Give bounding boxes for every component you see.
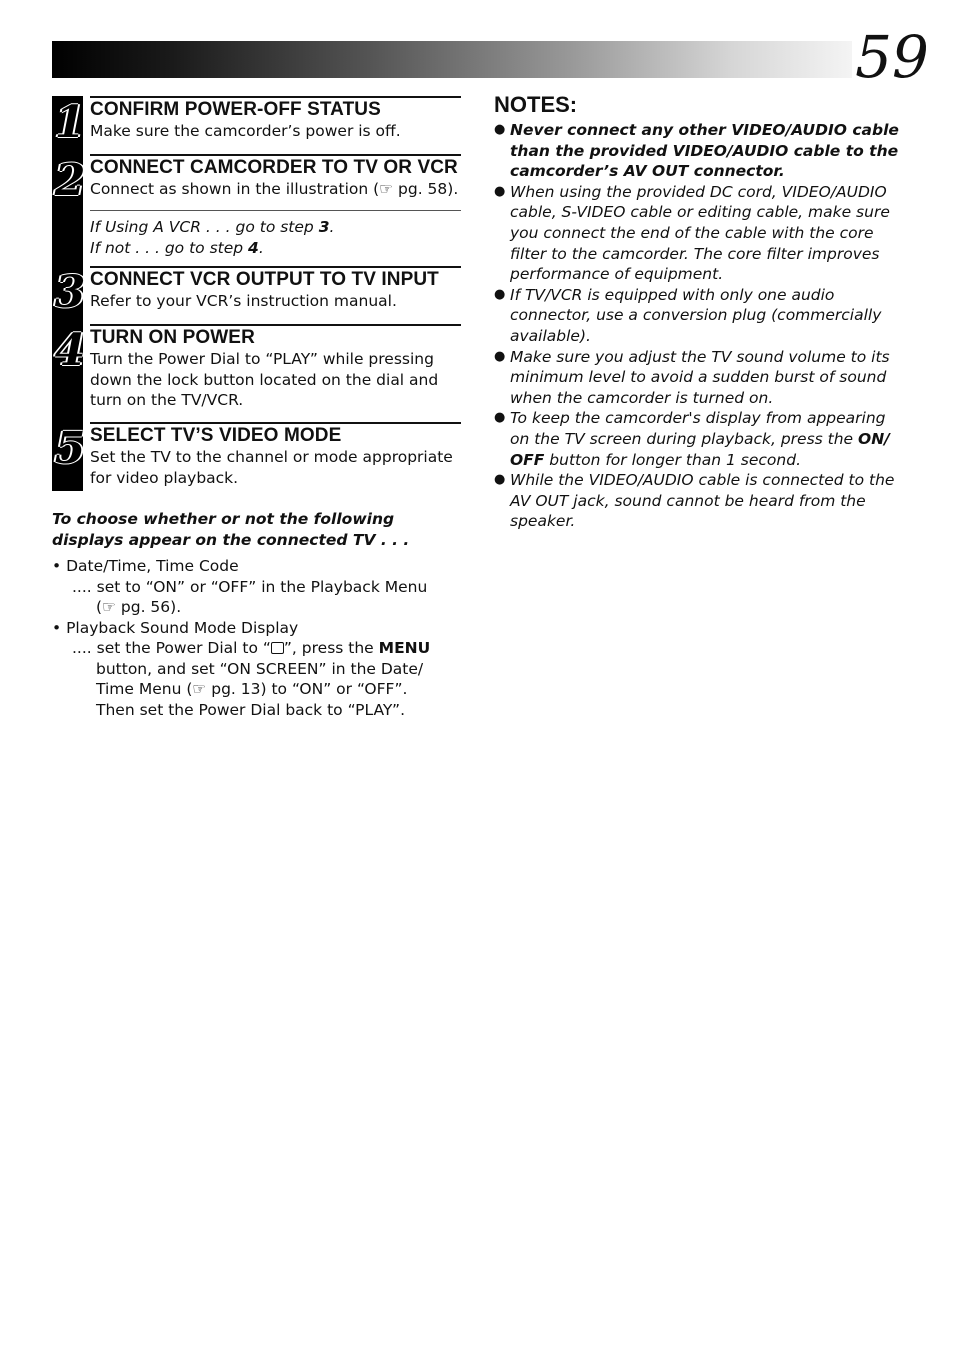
note-text: While the VIDEO/AUDIO cable is connected to the AV OUT jack, sound cannot be heard from the speaker. (510, 471, 895, 531)
step-title: TURN ON POWER (90, 327, 255, 348)
step-divider (90, 266, 461, 268)
note-text: If TV/VCR is equipped with only one audio connector, use a conversion plug (commercially available). (510, 285, 882, 345)
list-item: • Date/Time, Time Code (52, 557, 239, 575)
displays-list (52, 556, 472, 720)
list-item (494, 408, 904, 470)
step-number-5: 5 (54, 423, 86, 474)
list-item (494, 285, 904, 347)
list-item-detail (52, 638, 472, 720)
note-text: Make sure you adjust the TV sound volume to its minimum level to avoid a sudden burst of sound when the camcorder is turned on. (510, 347, 890, 407)
bullet-icon: ● (494, 410, 506, 426)
bullet-icon: ● (494, 348, 506, 364)
conditional-text: If not . . . go to step (90, 238, 249, 257)
notes-title: NOTES: (494, 92, 578, 117)
pointing-hand-icon: ☞ (192, 680, 207, 698)
list-item (494, 470, 904, 532)
bullet-icon: ● (494, 286, 506, 302)
step-body: Turn the Power Dial to “PLAY” while pressing down the lock button located on the dial and turn on the TV/VCR. (90, 350, 439, 410)
step-number-4: 4 (54, 325, 86, 376)
step-divider (90, 324, 461, 326)
step-body-text: pg. 58). (393, 180, 459, 198)
step-body: Set the TV to the channel or mode appropriate for video playback. (90, 448, 453, 487)
detail-line: button, and set “ON SCREEN” in the Date/ (96, 659, 424, 678)
detail-line: Then set the Power Dial back to “PLAY”. (96, 700, 406, 719)
detail-text: pg. 13) to “ON” or “OFF”. (206, 680, 408, 698)
page-number: 59 (855, 23, 929, 91)
list-item: • Playback Sound Mode Display (52, 618, 299, 637)
pointing-hand-icon: ☞ (102, 598, 116, 616)
list-item-detail (52, 577, 472, 618)
menu-button-label: MENU (378, 639, 431, 657)
step-body (90, 179, 461, 200)
list-item (494, 120, 904, 182)
bullet-icon: ● (494, 183, 506, 199)
note-text: button for longer than 1 second. (544, 450, 802, 469)
conditional-text: . (329, 218, 335, 236)
step-divider (90, 96, 461, 98)
notes-list (494, 120, 904, 532)
displays-heading: To choose whether or not the following displays appear on the connected TV . . . (52, 510, 410, 549)
bullet-icon: ● (494, 472, 506, 488)
step-body: Refer to your VCR’s instruction manual. (90, 292, 397, 310)
detail-text: ”, press the (283, 639, 379, 657)
vcr-conditional-note (90, 217, 334, 258)
conditional-text: . (258, 238, 264, 257)
header-gradient-band (52, 41, 852, 78)
detail-text: .... set to “ON” or “OFF” in the Playback Menu (72, 577, 428, 596)
step-ref: 3 (318, 218, 330, 236)
step-5 (90, 425, 461, 488)
step-divider (90, 154, 461, 156)
section-divider (90, 210, 461, 211)
step-2 (90, 157, 461, 200)
note-text: To keep the camcorder's display from appearing on the TV screen during playback, press the (510, 409, 886, 448)
step-title: SELECT TV’S VIDEO MODE (90, 425, 342, 446)
step-1 (90, 99, 461, 142)
step-ref: 4 (248, 238, 259, 257)
step-body-text: Connect as shown in the illustration ( (90, 180, 380, 198)
step-number-1: 1 (54, 97, 86, 148)
step-title: CONNECT VCR OUTPUT TO TV INPUT (90, 269, 439, 290)
pointing-hand-icon: ☞ (379, 180, 394, 198)
note-text: When using the provided DC cord, VIDEO/AUDIO cable, S-VIDEO cable or editing cable, make sure you connect the end of the cable with the core filter to the camcorder. The core filter improves performance of equipment. (510, 182, 890, 284)
list-item (494, 347, 904, 409)
list-item (494, 182, 904, 285)
conditional-text: If Using A VCR . . . go to step (90, 218, 319, 236)
power-dial-mode-icon (271, 642, 284, 654)
detail-text: pg. 56). (115, 598, 182, 616)
step-number-3: 3 (54, 267, 86, 318)
step-body: Make sure the camcorder’s power is off. (90, 122, 401, 140)
step-title: CONFIRM POWER-OFF STATUS (90, 99, 381, 120)
step-title: CONNECT CAMCORDER TO TV OR VCR (90, 157, 458, 178)
detail-text: ( (96, 598, 103, 616)
on-off-button-label: ON/ OFF (510, 429, 890, 469)
detail-line (72, 679, 472, 700)
note-text: Never connect any other VIDEO/AUDIO cable than the provided VIDEO/AUDIO cable to the camcorder’s AV OUT connector. (510, 121, 899, 181)
detail-line (72, 597, 472, 618)
detail-text: .... set the Power Dial to “ (72, 639, 271, 657)
bullet-icon: ● (494, 122, 506, 137)
step-4 (90, 327, 461, 411)
step-number-2: 2 (54, 155, 86, 206)
step-divider (90, 422, 461, 424)
detail-text: Time Menu ( (96, 680, 193, 698)
step-3 (90, 269, 461, 312)
